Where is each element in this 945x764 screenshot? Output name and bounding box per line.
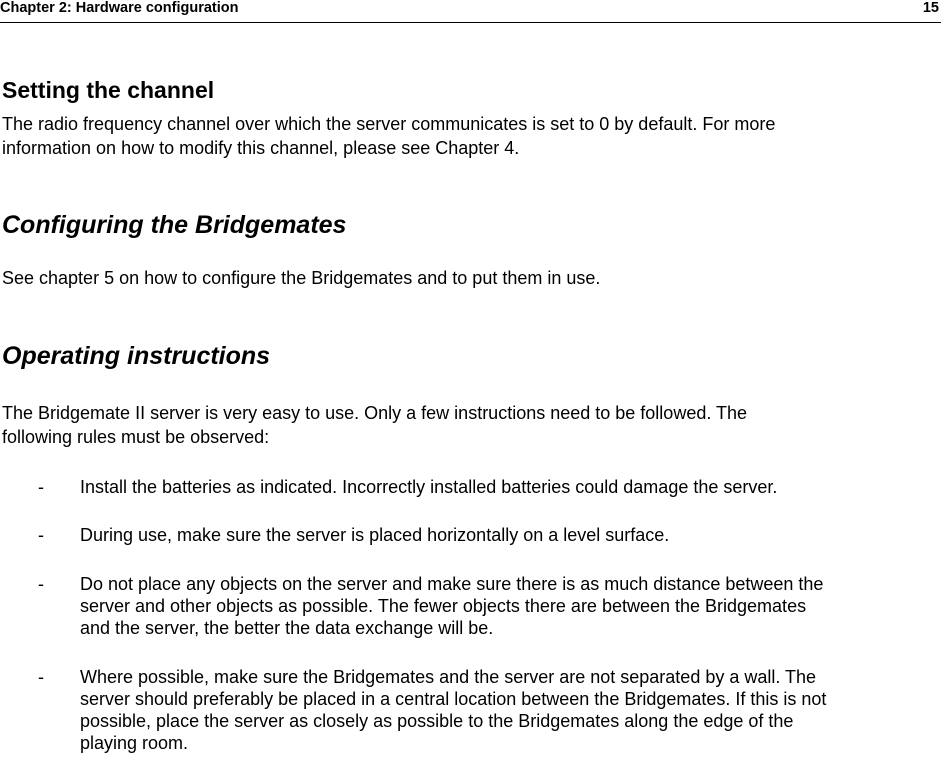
bullet-text-line: Do not place any objects on the server and make sure there is as much distance between the [80, 574, 824, 594]
bullet-marker: - [38, 477, 44, 497]
heading-configuring-bridgemates: Configuring the Bridgemates [2, 211, 347, 239]
bullet-text-line: playing room. [80, 733, 189, 753]
chapter-title: Chapter 2: Hardware configuration [0, 0, 239, 16]
paragraph-operating-line-2: following rules must be observed: [2, 427, 270, 447]
bullet-marker: - [38, 525, 44, 545]
page-number: 15 [922, 0, 939, 16]
bullet-text-line: server and other objects as possible. The fewer objects there are between the Bridgemates [80, 596, 807, 616]
heading-setting-channel: Setting the channel [2, 77, 215, 103]
bullet-text-line: possible, place the server as closely as possible to the Bridgemates along the edge of the [80, 711, 794, 731]
bullet-marker: - [38, 667, 44, 687]
heading-operating-instructions: Operating instructions [2, 342, 271, 370]
page-header [0, 0, 941, 23]
paragraph-bridgemates-line-1: See chapter 5 on how to configure the Bridgemates and to put them in use. [2, 268, 601, 288]
paragraph-channel-line-1: The radio frequency channel over which the server communicates is set to 0 by default. For more [2, 114, 776, 134]
bullet-marker: - [38, 574, 44, 594]
paragraph-channel-line-2: information on how to modify this channel, please see Chapter 4. [2, 138, 520, 158]
bullet-text-line: During use, make sure the server is placed horizontally on a level surface. [80, 525, 670, 545]
bullet-text-line: Where possible, make sure the Bridgemates and the server are not separated by a wall. The [80, 667, 817, 687]
bullet-text-line: server should preferably be placed in a central location between the Bridgemates. If this is not [80, 689, 827, 709]
bullet-text-line: Install the batteries as indicated. Incorrectly installed batteries could damage the server. [80, 477, 778, 497]
bullet-text-line: and the server, the better the data exchange will be. [80, 618, 494, 638]
paragraph-operating-line-1: The Bridgemate II server is very easy to use. Only a few instructions need to be followed. The [2, 403, 748, 423]
